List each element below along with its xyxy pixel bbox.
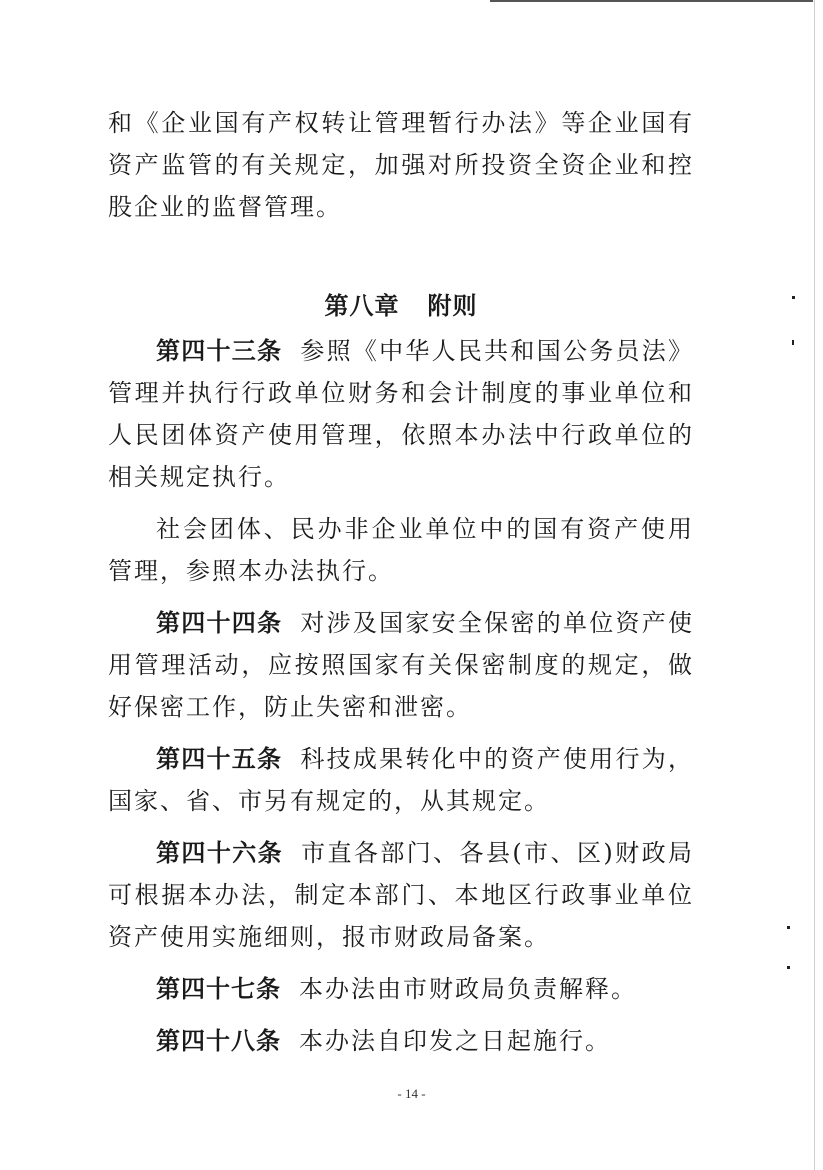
article-number: 第四十八条	[156, 1027, 281, 1055]
article-paragraph	[108, 508, 694, 592]
article-text: 参照《中华人民共和国公务员法》管理并执行行政单位财务和会计制度的事业单位和人民团体资产使用管理，依照本办法中行政单位的相关规定执行。	[108, 337, 695, 491]
article-text: 本办法由市财政局负责解释。	[299, 975, 637, 1003]
article-paragraph	[108, 602, 694, 728]
scan-speck	[792, 340, 794, 345]
document-body	[108, 102, 694, 1062]
scan-speck	[792, 296, 795, 299]
scan-edge-right	[814, 0, 815, 1170]
article-number: 第四十五条	[156, 745, 283, 773]
article-number: 第四十六条	[156, 839, 284, 867]
article-text: 本办法自印发之日起施行。	[299, 1027, 611, 1055]
article-text: 社会团体、民办非企业单位中的国有资产使用管理，参照本办法执行。	[108, 515, 694, 585]
article-text: 科技成果转化中的资产使用行为，国家、省、市另有规定的，从其规定。	[108, 745, 695, 815]
continuation-paragraph: 和《企业国有产权转让管理暂行办法》等企业国有资产监管的有关规定，加强对所投资全资企业和控股企业的监督管理。	[108, 109, 694, 221]
article-paragraph	[108, 1020, 694, 1062]
chapter-title: 附则	[427, 292, 478, 320]
article-number: 第四十三条	[156, 337, 283, 365]
page-number: - 14 -	[397, 1086, 426, 1101]
scan-speck	[787, 926, 790, 929]
scan-speck	[787, 966, 790, 969]
scan-edge-top	[490, 0, 813, 2]
article-number: 第四十四条	[156, 609, 283, 637]
article-paragraph	[108, 832, 694, 958]
article-text: 市直各部门、各县(市、区)财政局可根据本办法，制定本部门、本地区行政事业单位资产使用实施细则，报市财政局备案。	[108, 839, 695, 951]
article-number: 第四十七条	[156, 975, 281, 1003]
article-paragraph	[108, 968, 694, 1010]
article-paragraph	[108, 330, 694, 498]
article-paragraph	[108, 738, 694, 822]
chapter-heading	[108, 288, 694, 324]
chapter-number: 第八章	[324, 292, 400, 320]
article-text: 对涉及国家安全保密的单位资产使用管理活动，应按照国家有关保密制度的规定，做好保密工作，防止失密和泄密。	[108, 609, 695, 721]
